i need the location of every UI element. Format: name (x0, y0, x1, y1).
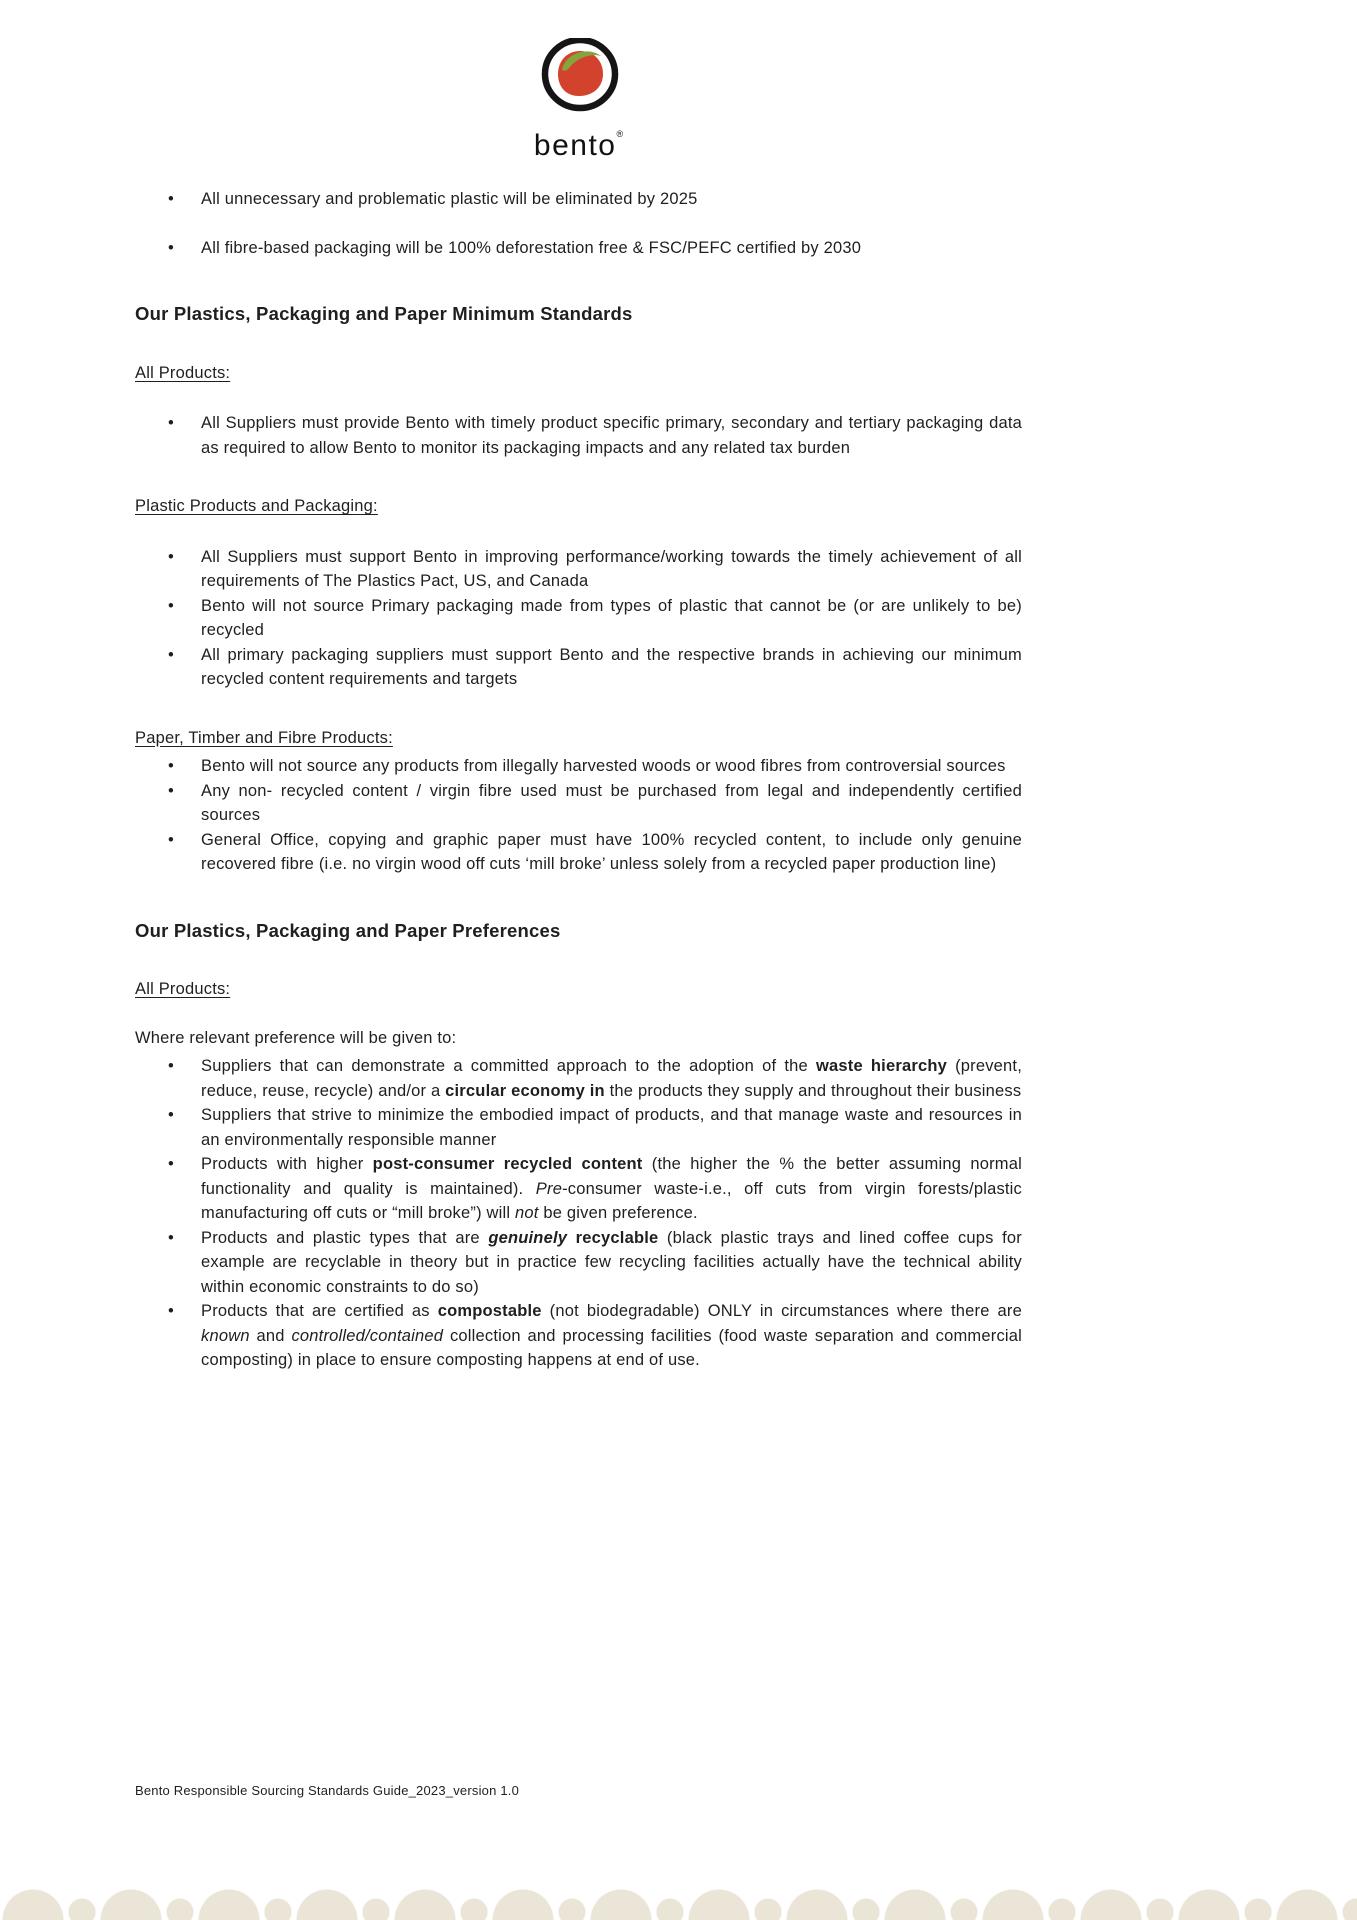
text-run: Products with higher (201, 1155, 373, 1173)
footer-note: Bento Responsible Sourcing Standards Guide_2023_version 1.0 (135, 1783, 519, 1798)
text-run: collection and processing facilities (food waste separation and commercial composting) in place to ensure composting happens at end of use. (201, 1326, 1022, 1369)
text-run: General Office, copying and graphic paper must have 100% recycled content, to include only genuine recovered fibre (i.e. no virgin wood off cuts ‘mill broke’ unless solely from a recycled paper production line) (201, 830, 1022, 873)
text-run: known (201, 1326, 250, 1345)
decorative-dots-border (0, 1868, 1357, 1920)
text-run: All Suppliers must support Bento in improving performance/working towards the timely achievement of all requirements of The Plastics Pact, US, and Canada (201, 547, 1022, 590)
text-run: and (249, 1326, 292, 1345)
text-run: All primary packaging suppliers must support Bento and the respective brands in achieving our minimum recycled content requirements and targets (201, 645, 1022, 688)
bullet-list (135, 545, 1022, 692)
bullet-item (135, 1103, 1022, 1152)
bullet-text (201, 831, 1022, 874)
sub-heading-label: Paper, Timber and Fibre Products: (135, 728, 393, 747)
bullet-text (201, 1302, 1022, 1369)
text-run: genuinely (488, 1228, 568, 1247)
brand-name (135, 130, 1022, 161)
bullet-item (135, 1299, 1022, 1373)
bullet-text (201, 414, 1022, 457)
bullet-item (135, 754, 1022, 779)
text-run: post-consumer recycled content (372, 1155, 643, 1173)
bullet-item (135, 594, 1022, 643)
text-run: -consumer waste-i.e., off cuts from virgin forests/plastic manufacturing off cuts or “mill broke”) will (201, 1179, 1022, 1222)
brand-wordmark: bento (533, 129, 617, 162)
bullet-item (135, 779, 1022, 828)
bullet-item (135, 236, 1022, 261)
sub-heading-label: All Products: (135, 980, 231, 998)
section-heading: Our Plastics, Packaging and Paper Minimum Standards (135, 303, 633, 324)
sub-heading (135, 726, 1022, 751)
text-run: Suppliers that can demonstrate a committed approach to the adoption of the (201, 1057, 816, 1075)
text-run: All Suppliers must provide Bento with timely product specific primary, secondary and tertiary packaging data as required to allow Bento to monitor its packaging impacts and any related tax burden (201, 414, 1022, 457)
document-content (135, 187, 1022, 1373)
trademark-symbol: ® (616, 129, 624, 139)
bullet-text (201, 1106, 1022, 1149)
bullet-icon: • (168, 1106, 174, 1124)
text-run: Pre (535, 1179, 563, 1198)
text-run (567, 1229, 576, 1247)
bullet-icon: • (168, 1302, 174, 1320)
text-run: (black plastic trays and lined coffee cups for example are recyclable in theory but in practice few recycling facilities actually have the technical ability within economic constraints to do so) (201, 1228, 1022, 1296)
bullet-item (135, 187, 1022, 212)
text-run: compostable (437, 1302, 542, 1320)
bullet-text (201, 1229, 1022, 1296)
bullet-list (135, 187, 1022, 260)
brand-logo (135, 38, 1022, 161)
bullet-item (135, 828, 1022, 877)
bullet-text (201, 239, 861, 257)
bullet-icon: • (168, 757, 174, 775)
bullet-text (201, 757, 1006, 775)
sub-heading (135, 977, 1022, 1002)
sub-heading-label: All Products: (135, 363, 231, 382)
bullet-text (201, 1057, 1022, 1100)
text-run: controlled/contained (291, 1326, 444, 1345)
bullet-list (135, 411, 1022, 460)
text-run: Suppliers that strive to minimize the embodied impact of products, and that manage waste and resources in an environmentally responsible manner (201, 1106, 1022, 1149)
section-heading: Our Plastics, Packaging and Paper Preferences (135, 919, 561, 941)
bullet-icon: • (168, 1228, 174, 1247)
text-run: All unnecessary and problematic plastic will be eliminated by 2025 (201, 190, 698, 208)
bullet-text (201, 1155, 1022, 1222)
bullet-text (201, 548, 1022, 591)
bullet-icon: • (168, 596, 174, 615)
text-run: (prevent, reduce, reuse, recycle) and/or a (201, 1057, 1022, 1100)
text-run: recyclable (575, 1228, 659, 1247)
bullet-icon: • (168, 1155, 174, 1173)
bullet-text (201, 597, 1022, 640)
bullet-list (135, 754, 1022, 877)
bullet-text (201, 190, 698, 208)
text-run: circular economy in (445, 1081, 605, 1100)
bullet-icon: • (168, 547, 174, 566)
sub-heading (135, 361, 1022, 386)
paragraph: Where relevant preference will be given to: (135, 1028, 457, 1047)
text-run: not (515, 1204, 539, 1222)
text-run: the products they supply and throughout their business (604, 1081, 1022, 1100)
bullet-list (135, 1054, 1022, 1373)
bullet-icon: • (168, 238, 174, 257)
bullet-icon: • (168, 645, 174, 664)
bento-logo-icon (519, 38, 639, 130)
text-run: Products that are certified as (201, 1302, 438, 1320)
text-run: All fibre-based packaging will be 100% deforestation free & FSC/PEFC certified by 2030 (201, 238, 862, 257)
bullet-item (135, 1054, 1022, 1103)
sub-heading-label: Plastic Products and Packaging: (135, 497, 378, 515)
bullet-text (201, 646, 1022, 689)
bullet-item (135, 1152, 1022, 1226)
text-run: (the higher the % the better assuming normal functionality and quality is maintained). (201, 1155, 1022, 1198)
bullet-icon: • (168, 1057, 174, 1075)
bullet-icon: • (168, 414, 174, 432)
text-run: Bento will not source any products from illegally harvested woods or wood fibres from controversial sources (201, 757, 1006, 775)
text-run: (not biodegradable) ONLY in circumstances where there are (541, 1302, 1022, 1320)
bullet-item (135, 411, 1022, 460)
bullet-item (135, 1226, 1022, 1300)
text-run: Products and plastic types that are (201, 1228, 489, 1247)
text-run: waste hierarchy (815, 1057, 947, 1075)
sub-heading (135, 494, 1022, 519)
text-run: Bento will not source Primary packaging made from types of plastic that cannot be (or are unlikely to be) recycled (201, 596, 1022, 639)
text-run: be given preference. (538, 1204, 698, 1222)
bullet-icon: • (168, 781, 174, 800)
bullet-item (135, 643, 1022, 692)
bullet-icon: • (168, 190, 174, 208)
bullet-text (201, 782, 1022, 825)
bullet-item (135, 545, 1022, 594)
bullet-icon: • (168, 830, 174, 849)
text-run: Any non- recycled content / virgin fibre used must be purchased from legal and independently certified sources (201, 781, 1022, 824)
